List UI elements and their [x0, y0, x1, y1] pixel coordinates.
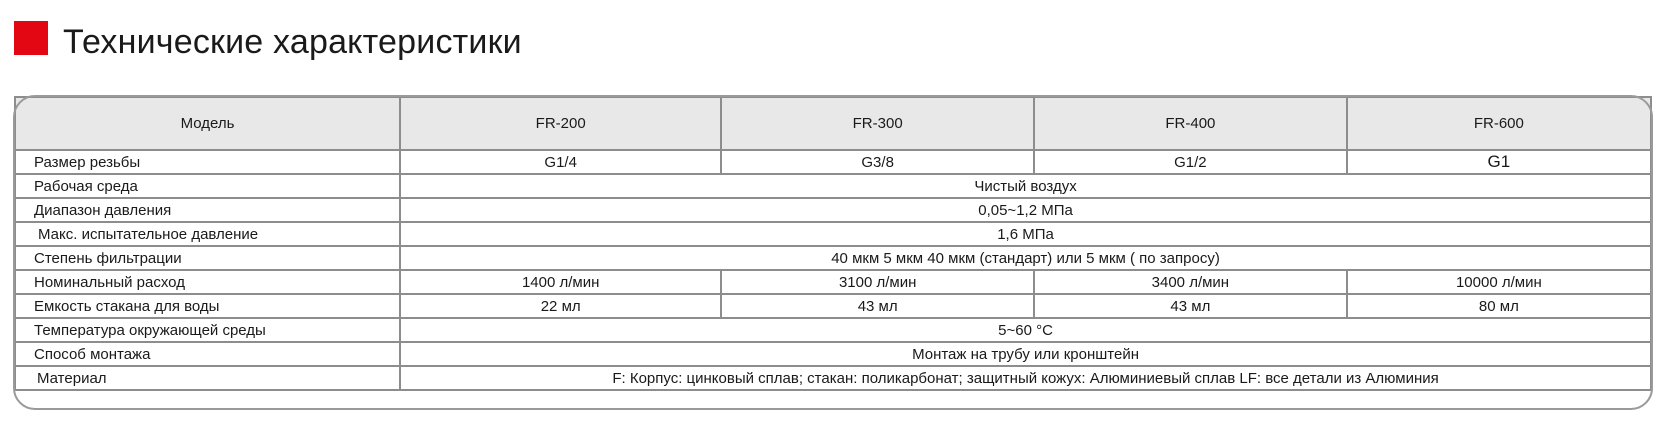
table-cell: 1400 л/мин — [400, 270, 721, 294]
table-cell: 3100 л/мин — [721, 270, 1034, 294]
table-row — [15, 294, 1651, 318]
row-label: Емкость стакана для воды — [15, 294, 400, 318]
table-cell: 40 мкм 5 мкм 40 мкм (стандарт) или 5 мкм ( по запросу) — [400, 246, 1651, 270]
header-label: Модель — [15, 97, 400, 150]
row-label: Температура окружающей среды — [15, 318, 400, 342]
row-label: Размер резьбы — [15, 150, 400, 174]
table-cell: 10000 л/мин — [1347, 270, 1651, 294]
table-cell: 1,6 МПа — [400, 222, 1651, 246]
table-cell: 43 мл — [721, 294, 1034, 318]
table-row — [15, 198, 1651, 222]
section-heading — [14, 14, 522, 62]
row-label: Номинальный расход — [15, 270, 400, 294]
table-row — [15, 342, 1651, 366]
table-cell: Чистый воздух — [400, 174, 1651, 198]
model-fr-200: FR-200 — [400, 97, 721, 150]
table-row — [15, 150, 1651, 174]
table-row — [15, 366, 1651, 390]
row-label: Материал — [15, 366, 400, 390]
table-cell: G1/4 — [400, 150, 721, 174]
row-label: Рабочая среда — [15, 174, 400, 198]
table-cell: 22 мл — [400, 294, 721, 318]
table-row — [15, 174, 1651, 198]
table-cell: 3400 л/мин — [1034, 270, 1347, 294]
table-cell: 80 мл — [1347, 294, 1651, 318]
table-row — [15, 222, 1651, 246]
table-row — [15, 246, 1651, 270]
row-label: Макс. испытательное давление — [15, 222, 400, 246]
table-cell: Монтаж на трубу или кронштейн — [400, 342, 1651, 366]
table-cell: 0,05~1,2 МПа — [400, 198, 1651, 222]
table-cell: G1 — [1347, 150, 1651, 174]
table-cell: F: Корпус: цинковый сплав; стакан: поликарбонат; защитный кожух: Алюминиевый сплав LF: все детали из Алюминия — [400, 366, 1651, 390]
table-cell: G1/2 — [1034, 150, 1347, 174]
table-cell: 5~60 °C — [400, 318, 1651, 342]
row-label: Степень фильтрации — [15, 246, 400, 270]
table-row — [15, 270, 1651, 294]
row-label: Диапазон давления — [15, 198, 400, 222]
red-square-marker — [14, 21, 48, 55]
table-header-row — [15, 97, 1651, 150]
spec-table — [14, 96, 1652, 391]
row-label: Способ монтажа — [15, 342, 400, 366]
table-row — [15, 318, 1651, 342]
model-fr-600: FR-600 — [1347, 97, 1651, 150]
page-title: Технические характеристики — [63, 23, 522, 61]
model-fr-300: FR-300 — [721, 97, 1034, 150]
table-cell: 43 мл — [1034, 294, 1347, 318]
model-fr-400: FR-400 — [1034, 97, 1347, 150]
table-cell: G3/8 — [721, 150, 1034, 174]
